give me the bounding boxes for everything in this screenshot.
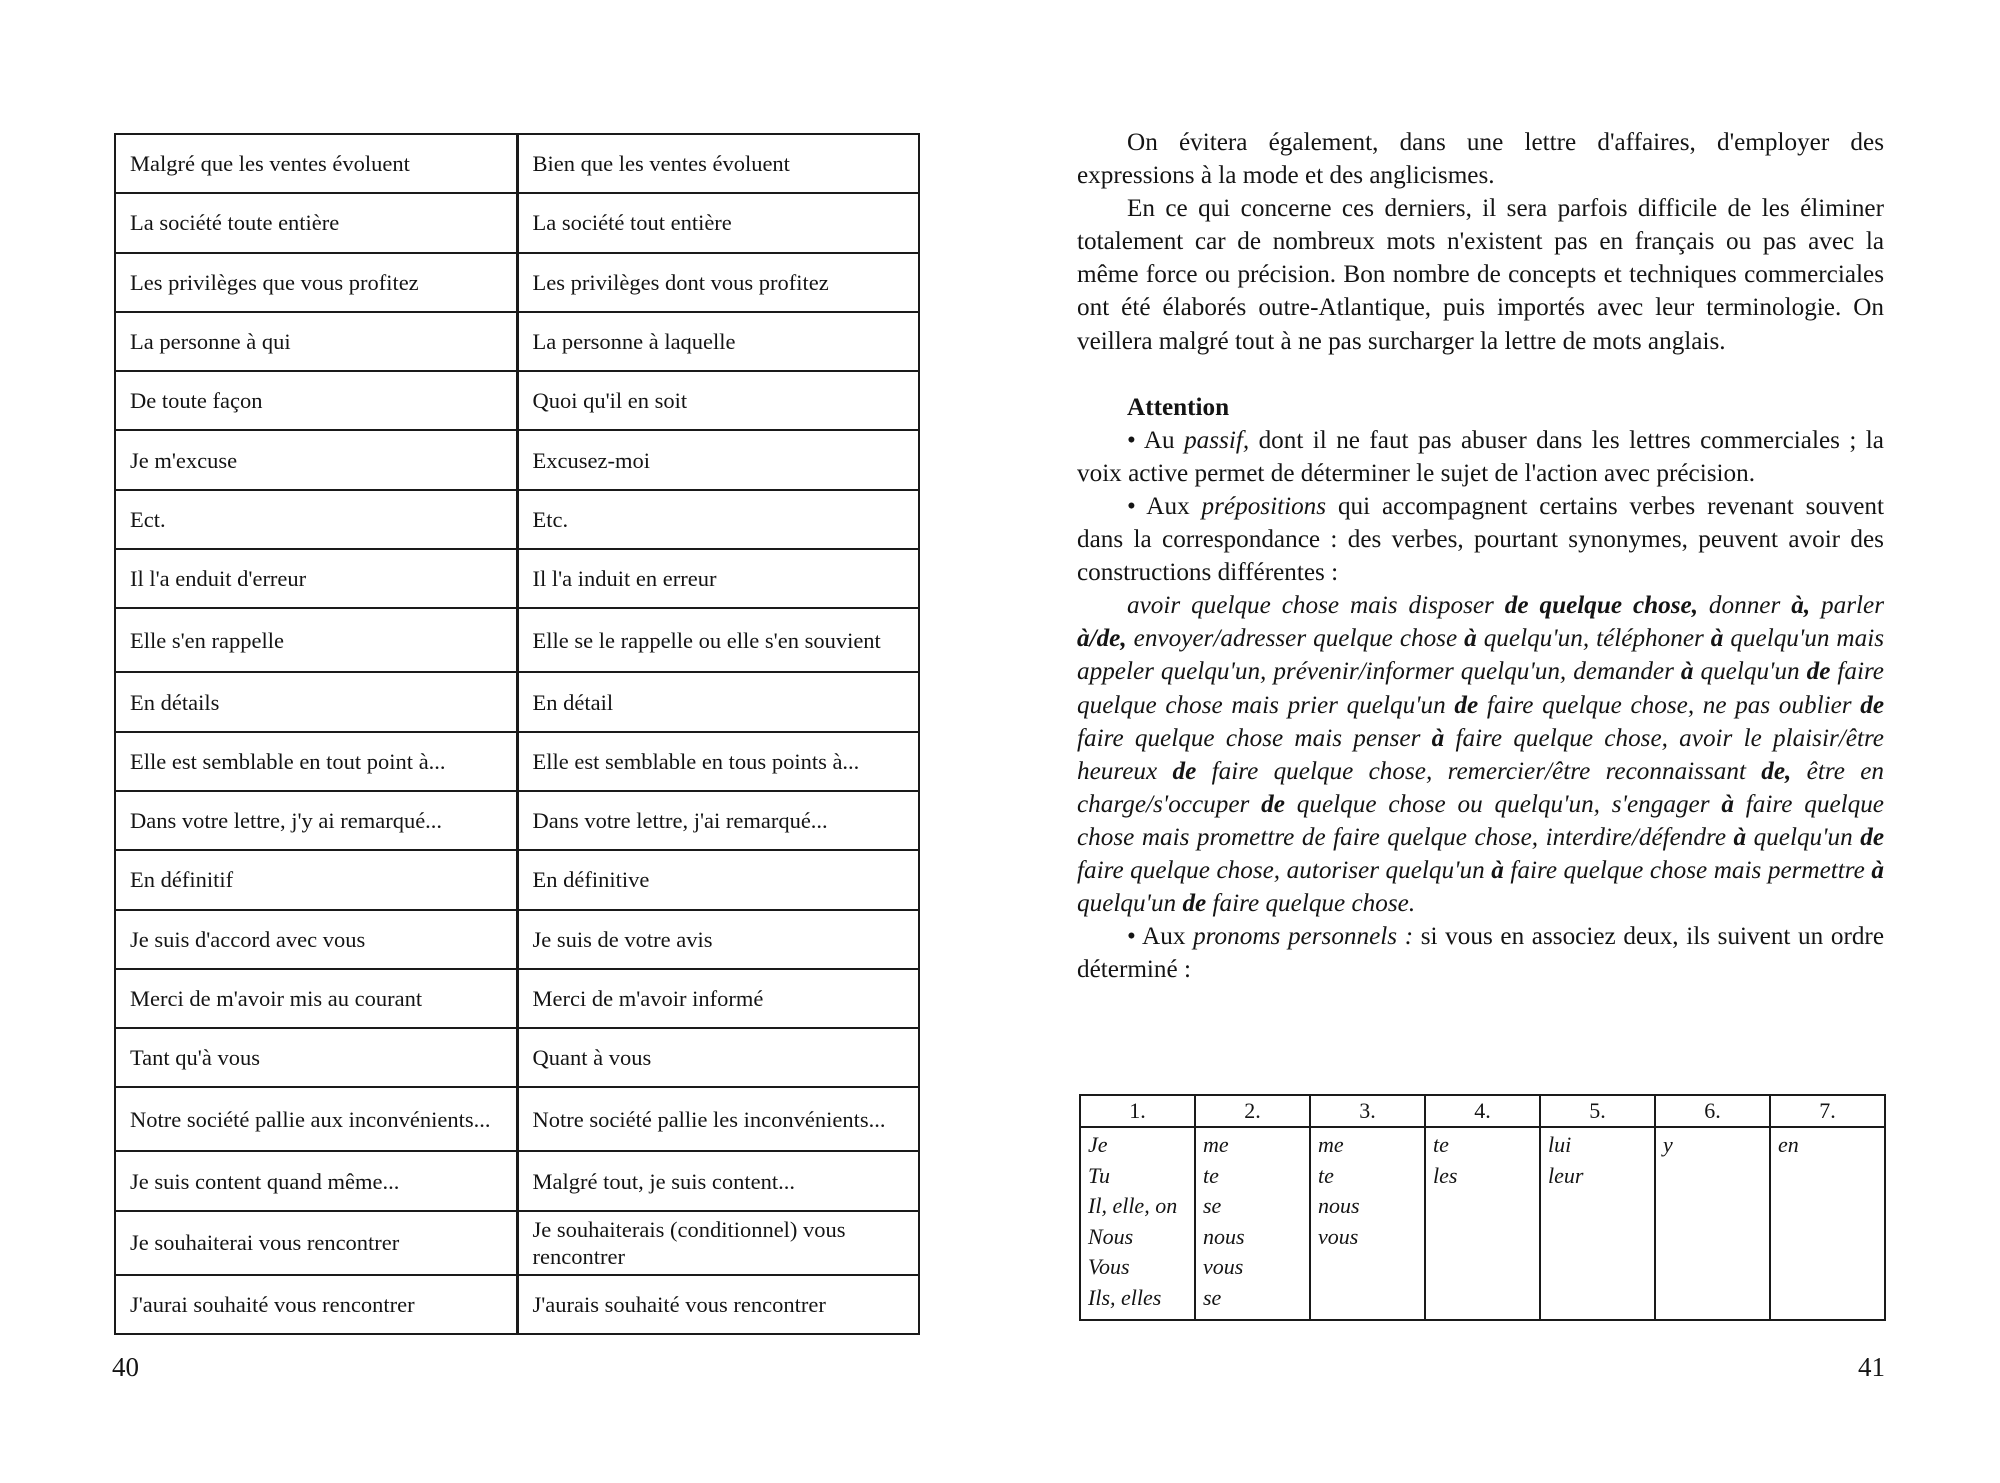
example-text: parler	[1810, 592, 1884, 620]
example-text: quelqu'un mais appeler quelqu'un, prévenir/informer quelqu'un, demander	[1077, 625, 1884, 686]
preposition-bold: de	[1454, 691, 1479, 719]
example-text: faire quelque chose mais penser	[1077, 724, 1432, 752]
correct-expression: Dans votre lettre, j'ai remarqué...	[517, 791, 919, 850]
example-text: faire quelque chose.	[1206, 890, 1416, 918]
incorrect-expression: La société toute entière	[115, 193, 517, 252]
correct-expression: La société tout entière	[517, 193, 919, 252]
pronoun-column-header: 6.	[1655, 1095, 1770, 1127]
preposition-bold: à	[1871, 856, 1884, 884]
table-row	[115, 608, 919, 672]
incorrect-expression: La personne à qui	[115, 312, 517, 371]
pronoun-column	[1540, 1127, 1655, 1320]
pronoun: Ils, elles	[1088, 1284, 1162, 1310]
correct-expression: Quoi qu'il en soit	[517, 371, 919, 430]
preposition-bold: de quelque chose,	[1504, 592, 1699, 620]
pronoun-column-header: 4.	[1425, 1095, 1540, 1127]
pronoun-column-header: 1.	[1080, 1095, 1195, 1127]
example-text: être en charge/s'occuper	[1077, 757, 1884, 818]
incorrect-expression: Dans votre lettre, j'y ai remarqué...	[115, 791, 517, 850]
incorrect-expression: Malgré que les ventes évoluent	[115, 134, 517, 193]
incorrect-expression: Je souhaiterai vous rencontrer	[115, 1211, 517, 1275]
pronoun-column	[1310, 1127, 1425, 1320]
correct-expression: Notre société pallie les inconvénients...	[517, 1087, 919, 1151]
bullet-pronoms: • Aux pronoms personnels : si vous en associez deux, ils suivent un ordre déterminé :	[1077, 923, 1885, 984]
pronoun: les	[1433, 1162, 1458, 1188]
pronoun: vous	[1318, 1223, 1359, 1249]
pronoun: se	[1203, 1193, 1222, 1218]
table-row	[115, 134, 919, 193]
paragraph-derniers: En ce qui concerne ces derniers, il sera parfois difficile de les éliminer totalement car de nombreux mots n'existent pas en français ou pas avec la même force ou précision. Bon nombre de concepts et techniques commerciales ont été élaborés outre-Atlantique, puis importés avec leur terminologie. On veillera malgré tout à ne pas surcharger la lettre de mots anglais.	[1077, 195, 1884, 355]
pronoun-column	[1655, 1127, 1770, 1320]
table-row	[115, 732, 919, 791]
correct-expression: Il l'a induit en erreur	[517, 549, 919, 608]
incorrect-expression: Les privilèges que vous profitez	[115, 253, 517, 312]
table-row	[115, 672, 919, 731]
incorrect-expression: Je m'excuse	[115, 430, 517, 489]
pronoun: nous	[1318, 1193, 1360, 1218]
pronoun: te	[1433, 1132, 1449, 1157]
pronoun: Je	[1088, 1132, 1108, 1157]
incorrect-expression: J'aurai souhaité vous rencontrer	[115, 1275, 517, 1334]
incorrect-expression: Je suis d'accord avec vous	[115, 910, 517, 969]
incorrect-expression: Merci de m'avoir mis au courant	[115, 969, 517, 1028]
pronoun: me	[1203, 1132, 1229, 1157]
pronoun: Nous	[1088, 1223, 1134, 1249]
example-text: faire quelque chose, avoir le plaisir/être heureux	[1077, 724, 1884, 785]
correct-expression: Elle est semblable en tous points à...	[517, 732, 919, 791]
table-row	[115, 1151, 919, 1210]
pronoun: Il, elle, on	[1088, 1193, 1178, 1218]
example-text: faire quelque chose, autoriser quelqu'un	[1077, 856, 1492, 884]
preposition-bold: à	[1431, 724, 1445, 752]
table-row	[115, 312, 919, 371]
preposition-bold: à	[1721, 790, 1734, 818]
pronoun-order-table	[1079, 1094, 1886, 1321]
incorrect-expression: Je suis content quand même...	[115, 1151, 517, 1210]
pronoun: te	[1318, 1162, 1334, 1188]
page-number-right: 41	[1858, 1352, 1885, 1382]
bullet-passif: • Au passif, dont il ne faut pas abuser dans les lettres commerciales ; la voix active permet de déterminer le sujet de l'action avec précision.	[1077, 426, 1884, 487]
page-number-left: 40	[112, 1352, 139, 1382]
correct-expression: En détail	[517, 672, 919, 731]
preposition-examples	[1077, 589, 1884, 920]
paragraph-anglicismes: On évitera également, dans une lettre d'affaires, d'employer des expressions à la mode et des anglicismes.	[1077, 129, 1884, 190]
pronoun: Vous	[1088, 1254, 1130, 1279]
incorrect-expression: De toute façon	[115, 371, 517, 430]
preposition-bold: à,	[1791, 592, 1811, 620]
preposition-bold: à	[1710, 625, 1724, 653]
attention-heading: Attention	[1127, 393, 1230, 421]
correct-expression: Quant à vous	[517, 1028, 919, 1087]
preposition-bold: de	[1806, 658, 1831, 686]
preposition-bold: à/de,	[1077, 625, 1127, 653]
incorrect-expression: En détails	[115, 672, 517, 731]
pronoun-column	[1770, 1127, 1885, 1320]
example-text: faire quelque chose, remercier/être reconnaissant	[1196, 757, 1762, 785]
incorrect-expression: Notre société pallie aux inconvénients...	[115, 1087, 517, 1151]
pronoun: me	[1318, 1132, 1344, 1157]
incorrect-expression: Ect.	[115, 490, 517, 549]
bullet-prepositions: • Aux prépositions qui accompagnent certains verbes revenant souvent dans la correspondance : des verbes, pourtant synonymes, peuvent avoir des constructions différentes :	[1077, 492, 1884, 587]
preposition-bold: à	[1464, 625, 1477, 653]
correct-expression: La personne à laquelle	[517, 312, 919, 371]
preposition-bold: de,	[1761, 757, 1792, 785]
table-row	[115, 850, 919, 909]
example-text: envoyer/adresser quelque chose	[1126, 625, 1465, 653]
correct-expression: Excusez-moi	[517, 430, 919, 489]
example-text: quelqu'un	[1077, 890, 1183, 918]
correct-expression: Les privilèges dont vous profitez	[517, 253, 919, 312]
table-row	[115, 430, 919, 489]
correct-expression: Je suis de votre avis	[517, 910, 919, 969]
pronoun-column-header: 5.	[1540, 1095, 1655, 1127]
pronoun-column-header: 3.	[1310, 1095, 1425, 1127]
correct-expression: Bien que les ventes évoluent	[517, 134, 919, 193]
preposition-bold: de	[1182, 890, 1207, 918]
example-text: quelqu'un	[1693, 658, 1807, 686]
pronoun-column-header: 2.	[1195, 1095, 1310, 1127]
example-text: quelque chose ou quelqu'un, s'engager	[1284, 790, 1722, 818]
incorrect-expression: Elle est semblable en tout point à...	[115, 732, 517, 791]
correct-expression: Merci de m'avoir informé	[517, 969, 919, 1028]
table-row	[115, 371, 919, 430]
table-row	[115, 1087, 919, 1151]
table-row	[115, 910, 919, 969]
correct-expression: J'aurais souhaité vous rencontrer	[517, 1275, 919, 1334]
example-text: faire quelque chose mais promettre de faire quelque chose, interdire/défendre	[1077, 790, 1884, 851]
preposition-bold: de	[1172, 757, 1197, 785]
table-row	[115, 1211, 919, 1275]
table-row	[115, 1275, 919, 1334]
incorrect-expression: Tant qu'à vous	[115, 1028, 517, 1087]
example-text: faire quelque chose mais permettre	[1503, 856, 1872, 884]
example-text: faire quelque chose mais prier quelqu'un	[1077, 658, 1884, 719]
pronoun-column	[1425, 1127, 1540, 1320]
table-row	[115, 791, 919, 850]
pronoun: vous	[1203, 1254, 1244, 1279]
table-row	[115, 549, 919, 608]
table-row	[115, 969, 919, 1028]
table-row	[115, 1028, 919, 1087]
table-row	[115, 490, 919, 549]
example-text: avoir quelque chose mais disposer	[1127, 592, 1505, 620]
correct-expression: Elle se le rappelle ou elle s'en souvient	[517, 608, 919, 672]
pronoun: se	[1203, 1284, 1222, 1310]
correct-expression: Je souhaiterais (conditionnel) vous rencontrer	[517, 1211, 919, 1275]
pronoun: nous	[1203, 1223, 1245, 1249]
pronoun-column	[1080, 1127, 1195, 1320]
pronoun: Tu	[1088, 1162, 1111, 1188]
pronoun: y	[1663, 1132, 1673, 1157]
preposition-bold: de	[1261, 790, 1285, 818]
right-page	[1000, 0, 2000, 1483]
body-text	[1077, 126, 1884, 986]
correct-expression: Etc.	[517, 490, 919, 549]
preposition-bold: de	[1860, 823, 1884, 851]
example-text: faire quelque chose, ne pas oublier	[1478, 691, 1861, 719]
preposition-bold: à	[1680, 658, 1694, 686]
pronoun: leur	[1548, 1162, 1584, 1188]
example-text: quelqu'un, téléphoner	[1476, 625, 1711, 653]
pronoun: te	[1203, 1162, 1219, 1188]
example-text: donner	[1698, 592, 1792, 620]
preposition-bold: à	[1733, 823, 1747, 851]
incorrect-expression: Elle s'en rappelle	[115, 608, 517, 672]
table-row	[115, 253, 919, 312]
incorrect-expression: Il l'a enduit d'erreur	[115, 549, 517, 608]
pronoun: en	[1778, 1132, 1799, 1157]
pronoun: lui	[1548, 1132, 1572, 1157]
preposition-bold: à	[1491, 856, 1504, 884]
example-text: quelqu'un	[1746, 823, 1861, 851]
preposition-bold: de	[1860, 691, 1884, 719]
correct-expression: En définitive	[517, 850, 919, 909]
incorrect-expression: En définitif	[115, 850, 517, 909]
correct-expression: Malgré tout, je suis content...	[517, 1151, 919, 1210]
correction-table	[114, 133, 920, 1335]
pronoun-column	[1195, 1127, 1310, 1320]
table-row	[115, 193, 919, 252]
pronoun-column-header: 7.	[1770, 1095, 1885, 1127]
